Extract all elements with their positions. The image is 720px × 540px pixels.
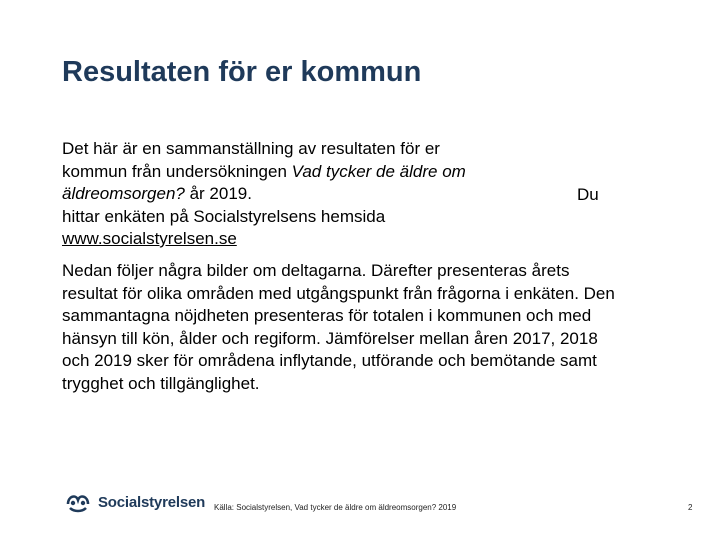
- footer-logo: [64, 488, 205, 516]
- logo-text: Socialstyrelsen: [98, 493, 206, 511]
- intro-paragraph: [62, 138, 502, 251]
- footer-source: Källa: Socialstyrelsen, Vad tycker de äldre om äldreomsorgen? 2019: [214, 503, 457, 512]
- website-link[interactable]: www.socialstyrelsen.se: [62, 229, 237, 248]
- body-paragraph: Nedan följer några bilder om deltagarna. Därefter presenteras årets resultat för olika områden med utgångspunkt från frågorna i enkäten. Den sammantagna nöjdheten presenteras för totalen i kommunen och med hänsyn till kön, ålder och regiform. Jämförelser mellan åren 2017, 2018 och 2019 sker för områdena inflytande, utförande och bemötande samt trygghet och tillgänglighet.: [62, 261, 615, 393]
- intro-prefix: Det här är en sammanställning av resultaten för er kommun från undersökningen: [62, 139, 440, 181]
- slide-title: Resultaten för er kommun: [62, 56, 422, 88]
- survey-name: Vad tycker de äldre om äldreomsorgen?: [62, 161, 466, 203]
- survey-year: år 2019.: [184, 184, 252, 203]
- intro-hint: hittar enkäten på Socialstyrelsens hemsida: [62, 206, 386, 226]
- socialstyrelsen-logo-icon: [64, 490, 92, 514]
- intro-du: Du: [577, 185, 599, 204]
- page-number: 2: [688, 503, 693, 512]
